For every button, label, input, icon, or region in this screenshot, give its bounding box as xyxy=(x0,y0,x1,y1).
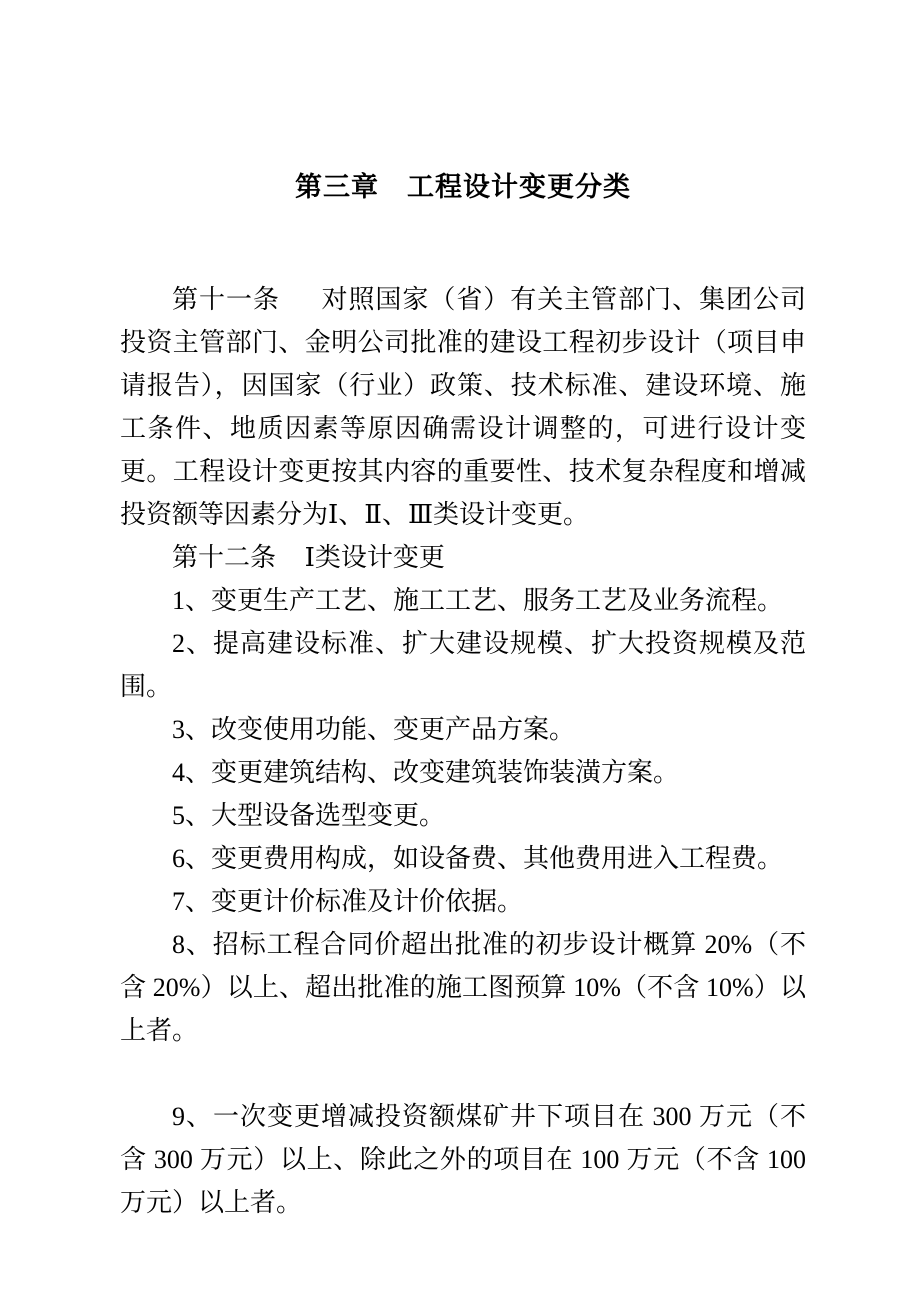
article-12-title: Ⅰ类设计变更 xyxy=(304,543,445,572)
list-item-4: 4、变更建筑结构、改变建筑装饰装潢方案。 xyxy=(172,758,680,787)
article-12-heading xyxy=(120,536,806,579)
list-item-5: 5、大型设备选型变更。 xyxy=(172,801,446,830)
article-12-label: 第十二条 xyxy=(172,543,277,572)
chapter-title: 第三章 工程设计变更分类 xyxy=(295,172,631,202)
list-item-6: 6、变更费用构成，如设备费、其他费用进入工程费。 xyxy=(172,844,784,873)
article-11-label: 第十一条 xyxy=(172,285,280,314)
list-item-3: 3、改变使用功能、变更产品方案。 xyxy=(172,715,576,744)
list-item-1: 1、变更生产工艺、施工工艺、服务工艺及业务流程。 xyxy=(172,586,784,615)
article-11-text: 对照国家（省）有关主管部门、集团公司投资主管部门、金明公司批准的建设工程初步设计（项目申请报告），因国家（行业）政策、技术标准、建设环境、施工条件、地质因素等原因确需设计调整的，可进行设计变更。工程设计变更按其内容的重要性、技术复杂程度和增减投资额等因素分为Ⅰ、Ⅱ、Ⅲ类设计变更。 xyxy=(120,285,806,529)
list-item-7: 7、变更计价标准及计价依据。 xyxy=(172,887,524,916)
list-item-9: 9、一次变更增减投资额煤矿井下项目在 300 万元（不含 300 万元）以上、除此之外的项目在 100 万元（不含 100 万元）以上者。 xyxy=(120,1102,806,1217)
document-body xyxy=(120,278,806,1224)
list-item-2: 2、提高建设标准、扩大建设规模、扩大投资规模及范围。 xyxy=(120,629,806,701)
article-11-paragraph xyxy=(120,278,806,536)
list-item-8: 8、招标工程合同价超出批准的初步设计概算 20%（不含 20%）以上、超出批准的施工图预算 10%（不含 10%）以上者。 xyxy=(120,930,806,1045)
